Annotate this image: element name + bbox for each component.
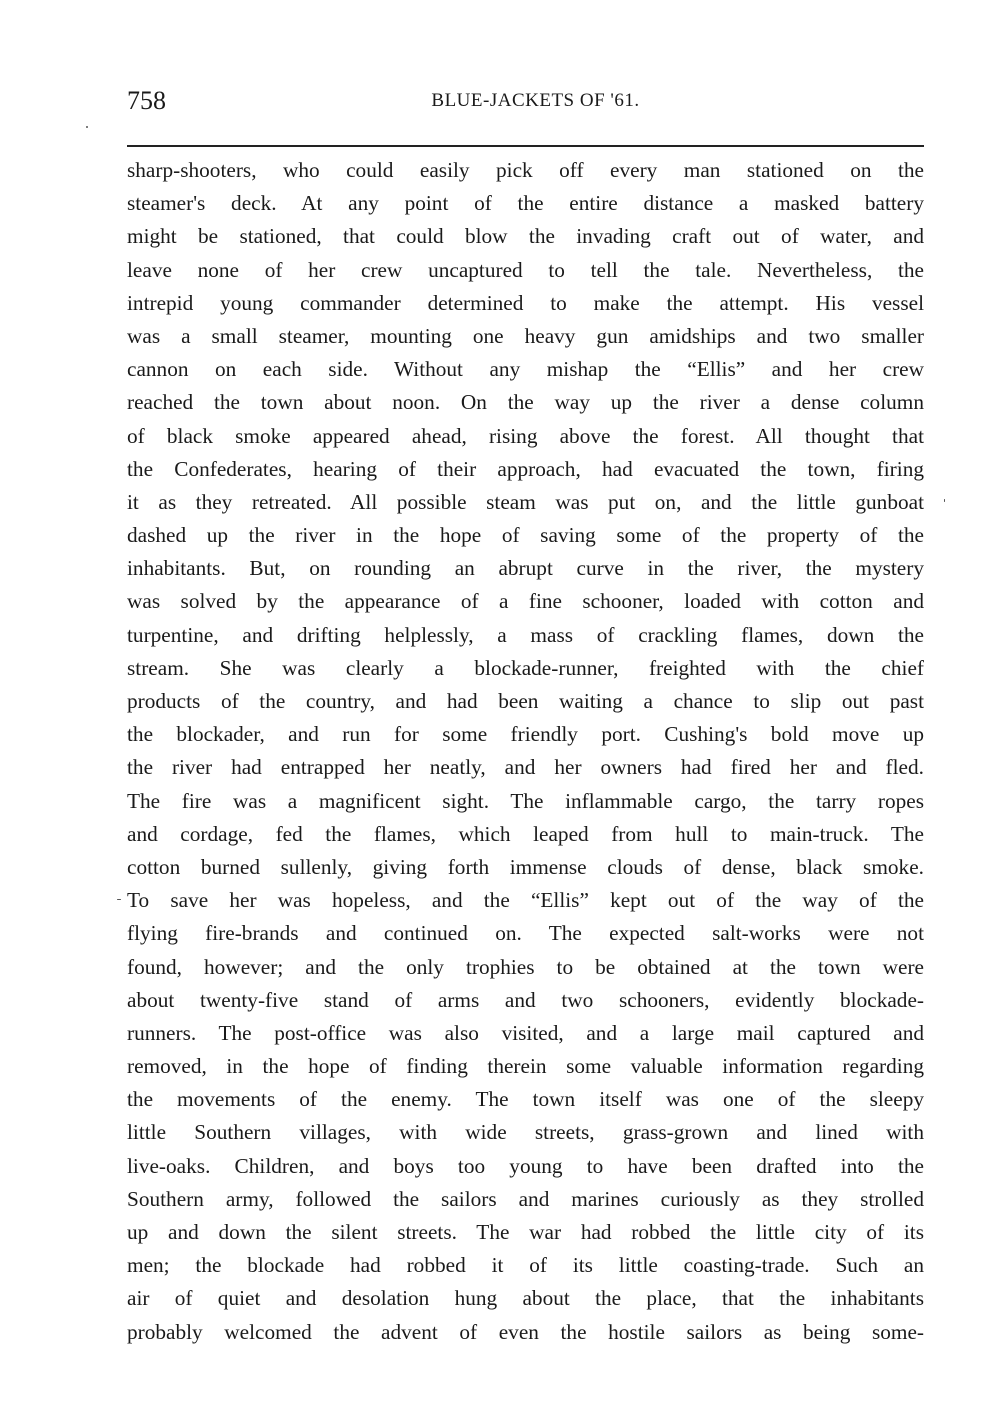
text-line: cotton burned sullenly, giving forth immense clouds of dense, black smoke. <box>127 854 924 879</box>
text-line: the blockader, and run for some friendly port. Cushing's bold move up <box>127 722 924 747</box>
text-line: live-oaks. Children, and boys too young to have been drafted into the <box>127 1153 924 1178</box>
text-line: was a small steamer, mounting one heavy gun amidships and two smaller <box>127 323 924 348</box>
text-line: inhabitants. But, on rounding an abrupt curve in the river, the mystery <box>127 556 924 581</box>
text-line: sharp-shooters, who could easily pick off every man stationed on the <box>127 158 924 182</box>
text-line: The fire was a magnificent sight. The inflammable cargo, the tarry ropes <box>127 788 924 813</box>
text-line: the river had entrapped her neatly, and her owners had fired her and fled. <box>127 755 924 780</box>
running-title: BLUE-JACKETS OF '61. <box>431 90 640 111</box>
text-line: might be stationed, that could blow the invading craft out of water, and <box>127 224 924 249</box>
text-line: intrepid young commander determined to make the attempt. His vessel <box>127 290 924 315</box>
text-line: men; the blockade had robbed it of its little coasting-trade. Such an <box>127 1253 924 1278</box>
text-line: and cordage, fed the flames, which leaped from hull to main-truck. The <box>127 821 924 846</box>
text-line: dashed up the river in the hope of saving some of the property of the <box>127 523 924 548</box>
text-line: steamer's deck. At any point of the entire distance a masked battery <box>127 191 924 216</box>
header-rule <box>127 145 924 147</box>
text-line: up and down the silent streets. The war had robbed the little city of its <box>127 1220 924 1244</box>
text-line: runners. The post-office was also visited, and a large mail captured and <box>127 1020 924 1045</box>
scan-speck <box>944 499 945 502</box>
text-line: it as they retreated. All possible steam was put on, and the little gunboat <box>127 489 924 514</box>
text-line: air of quiet and desolation hung about the place, that the inhabitants <box>127 1286 924 1311</box>
text-line: reached the town about noon. On the way up the river a dense column <box>127 390 924 415</box>
text-line: Southern army, followed the sailors and marines curiously as they strolled <box>127 1186 924 1211</box>
scan-speck <box>86 126 88 128</box>
body-text <box>127 154 924 1349</box>
scan-speck <box>117 899 121 900</box>
text-line: removed, in the hope of finding therein some valuable information regarding <box>127 1054 924 1079</box>
text-line: the Confederates, hearing of their approach, had evacuated the town, firing <box>127 456 924 481</box>
text-line: products of the country, and had been waiting a chance to slip out past <box>127 689 924 713</box>
text-line: leave none of her crew uncaptured to tell the tale. Nevertheless, the <box>127 257 924 282</box>
text-line: found, however; and the only trophies to be obtained at the town were <box>127 954 924 979</box>
text-line: the movements of the enemy. The town itself was one of the sleepy <box>127 1087 924 1112</box>
text-line: probably welcomed the advent of even the hostile sailors as being some- <box>127 1319 924 1344</box>
text-line: turpentine, and drifting helplessly, a mass of crackling flames, down the <box>127 622 924 647</box>
text-line: was solved by the appearance of a fine schooner, loaded with cotton and <box>127 589 924 614</box>
text-line: about twenty-five stand of arms and two schooners, evidently blockade- <box>127 987 924 1012</box>
text-line: little Southern villages, with wide streets, grass-grown and lined with <box>127 1120 924 1145</box>
page-number: 758 <box>127 86 166 115</box>
text-line: cannon on each side. Without any mishap the “Ellis” and her crew <box>127 357 924 382</box>
text-line: To save her was hopeless, and the “Ellis” kept out of the way of the <box>127 888 924 913</box>
text-line: stream. She was clearly a blockade-runner, freighted with the chief <box>127 655 924 680</box>
page-header <box>127 86 924 126</box>
text-line: flying fire-brands and continued on. The expected salt-works were not <box>127 921 924 946</box>
text-line: of black smoke appeared ahead, rising above the forest. All thought that <box>127 423 924 448</box>
